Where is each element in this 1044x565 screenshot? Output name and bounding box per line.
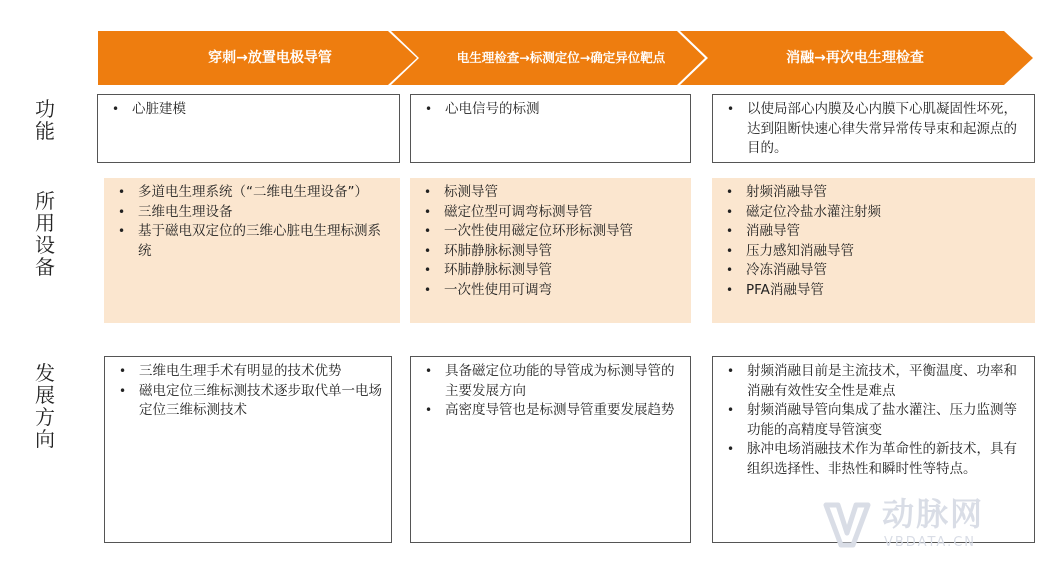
bullet-item: • 射频消融导管 <box>746 183 1027 203</box>
stage-label-3: 消融→再次电生理检查 <box>786 50 924 66</box>
bullet-item: • 一次性使用磁定位环形标测导管 <box>444 222 683 242</box>
watermark-logo <box>820 499 874 551</box>
bullet-item: • 心脏建模 <box>132 100 391 120</box>
bullet-item: • 压力感知消融导管 <box>746 242 1027 262</box>
bullet-item: • 射频消融目前是主流技术，平衡温度、功率和消融有效性安全性是难点 <box>747 362 1026 401</box>
bullet-list <box>419 100 682 120</box>
row-label-char: 功 <box>35 97 55 121</box>
bullet-item: • 具备磁定位功能的导管成为标测导管的主要发展方向 <box>445 362 682 401</box>
watermark <box>820 495 1030 557</box>
watermark-text-cn: 动脉网 <box>882 495 985 533</box>
bullet-list <box>721 362 1026 479</box>
bullet-list <box>720 183 1027 300</box>
bullet-item: • 高密度导管也是标测导管重要发展趋势 <box>445 401 682 421</box>
bullet-item: • 基于磁电双定位的三维心脏电生理标测系统 <box>138 222 392 261</box>
cell-function-stage1 <box>97 94 400 163</box>
row-label-equipment <box>30 190 60 278</box>
bullet-item: • 磁定位冷盐水灌注射频 <box>746 203 1027 223</box>
row-label-char: 方 <box>35 405 55 429</box>
cell-function-stage3 <box>712 94 1035 163</box>
bullet-list <box>721 100 1026 159</box>
stage-label-1: 穿刺→放置电极导管 <box>208 50 332 66</box>
bullet-item: • 以使局部心内膜及心内膜下心肌凝固性坏死，达到阻断快速心律失常异常传导束和起源点的目的。 <box>747 100 1026 159</box>
cell-direction-stage2 <box>410 356 691 543</box>
row-label-char: 设 <box>35 233 55 257</box>
bullet-item: • 心电信号的标测 <box>445 100 682 120</box>
cell-equipment-stage2 <box>410 178 691 323</box>
bullet-item: • 三维电生理手术有明显的技术优势 <box>139 362 383 382</box>
bullet-list <box>419 362 682 421</box>
cell-equipment-stage3 <box>712 178 1035 323</box>
row-label-char: 用 <box>35 211 55 235</box>
row-label-function <box>30 98 60 142</box>
cell-function-stage2 <box>410 94 691 163</box>
bullet-list <box>112 183 392 261</box>
bullet-item: • 多道电生理系统（“二维电生理设备”） <box>138 183 392 203</box>
bullet-item: • 环肺静脉标测导管 <box>444 261 683 281</box>
row-label-char: 向 <box>35 427 55 451</box>
bullet-item: • 磁定位型可调弯标测导管 <box>444 203 683 223</box>
row-label-char: 备 <box>35 255 55 279</box>
row-label-char: 所 <box>35 189 55 213</box>
bullet-list <box>418 183 683 300</box>
bullet-list <box>106 100 391 120</box>
bullet-item: • 三维电生理设备 <box>138 203 392 223</box>
bullet-list <box>113 362 383 421</box>
bullet-item: • PFA消融导管 <box>746 281 1027 301</box>
row-label-char: 展 <box>35 383 55 407</box>
bullet-item: • 一次性使用可调弯 <box>444 281 683 301</box>
bullet-item: • 冷冻消融导管 <box>746 261 1027 281</box>
row-label-direction <box>30 362 60 450</box>
bullet-item: • 环肺静脉标测导管 <box>444 242 683 262</box>
bullet-item: • 标测导管 <box>444 183 683 203</box>
cell-direction-stage1 <box>104 356 392 543</box>
watermark-text-en: VBDATA.CN <box>884 535 977 550</box>
stage-label-2: 电生理检查→标测定位→确定异位靶点 <box>456 50 666 65</box>
bullet-item: • 磁电定位三维标测技术逐步取代单一电场定位三维标测技术 <box>139 382 383 421</box>
bullet-item: • 脉冲电场消融技术作为革命性的新技术，具有组织选择性、非热性和瞬时性等特点。 <box>747 440 1026 479</box>
row-label-char: 能 <box>35 119 55 143</box>
row-label-char: 发 <box>35 361 55 385</box>
bullet-item: • 射频消融导管向集成了盐水灌注、压力监测等功能的高精度导管演变 <box>747 401 1026 440</box>
cell-equipment-stage1 <box>104 178 400 323</box>
bullet-item: • 消融导管 <box>746 222 1027 242</box>
